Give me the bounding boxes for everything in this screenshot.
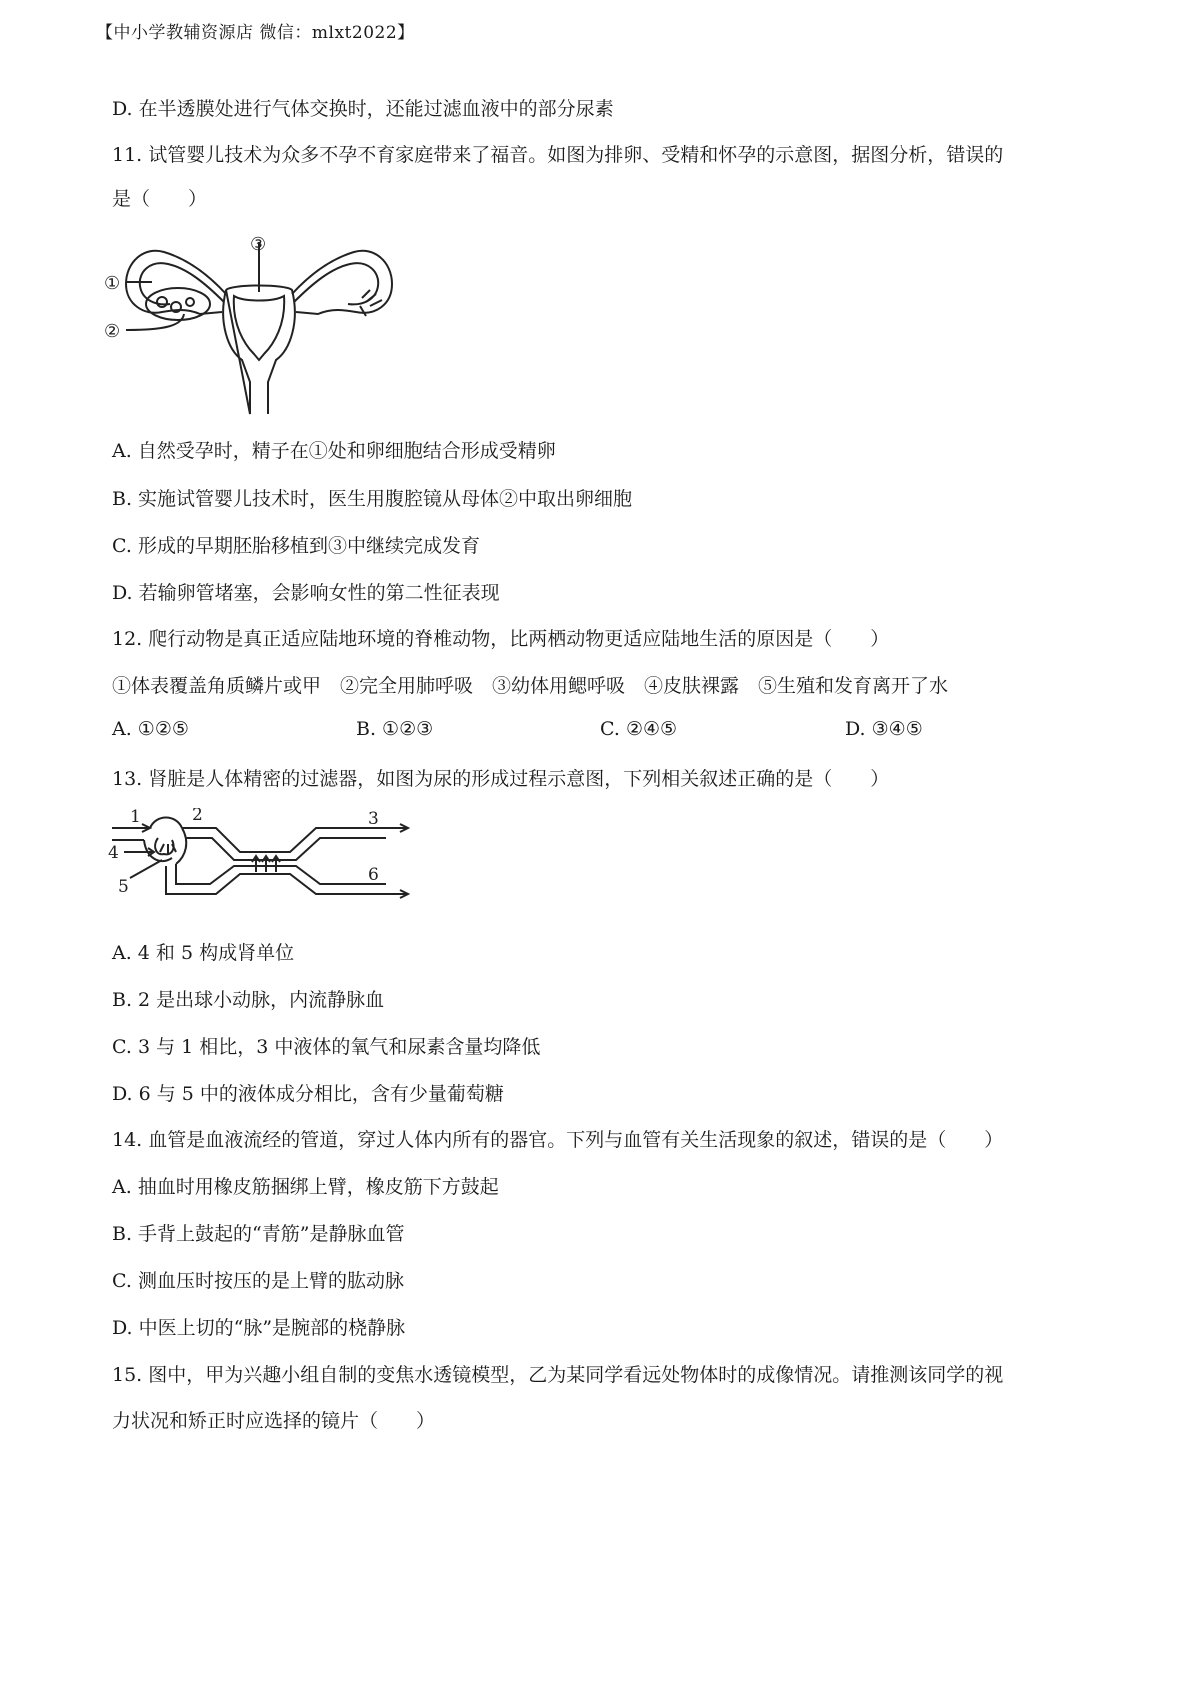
label-1: ① — [104, 273, 121, 294]
q15-stem-line2: 力状况和矫正时应选择的镜片（ ） — [112, 1410, 436, 1432]
q14-option-a: A. 抽血时用橡皮筋捆绑上臂，橡皮筋下方鼓起 — [112, 1176, 499, 1198]
q12-option-a: A. ①②⑤ — [112, 718, 189, 740]
q12-options — [112, 718, 1012, 744]
q12-stem: 12. 爬行动物是真正适应陆地环境的脊椎动物，比两栖动物更适应陆地生活的原因是（ ） — [112, 628, 890, 650]
q13-option-c: C. 3 与 1 相比，3 中液体的氧气和尿素含量均降低 — [112, 1036, 541, 1058]
label-3: 3 — [368, 809, 379, 829]
q11-option-d: D. 若输卵管堵塞，会影响女性的第二性征表现 — [112, 582, 500, 604]
label-2: 2 — [192, 808, 203, 825]
q14-option-b: B. 手背上鼓起的“青筋”是静脉血管 — [112, 1223, 405, 1245]
q15-stem-line1: 15. 图中，甲为兴趣小组自制的变焦水透镜模型，乙为某同学看远处物体时的成像情况。请推测该同学的视 — [112, 1364, 1004, 1386]
q12-option-d: D. ③④⑤ — [845, 718, 923, 740]
watermark-header: 【中小学教辅资源店 微信：mlxt2022】 — [96, 23, 415, 43]
q11-stem-line2: 是（ ） — [112, 188, 208, 210]
label-6: 6 — [368, 865, 379, 885]
q13-stem: 13. 肾脏是人体精密的过滤器，如图为尿的形成过程示意图，下列相关叙述正确的是（ ） — [112, 768, 890, 790]
label-4: 4 — [108, 843, 119, 863]
label-2: ② — [104, 321, 121, 342]
urine-formation-diagram — [106, 808, 426, 912]
q12-option-b: B. ①②③ — [356, 718, 434, 740]
female-reproductive-system-diagram — [104, 232, 414, 422]
q12-items: ①体表覆盖角质鳞片或甲 ②完全用肺呼吸 ③幼体用鳃呼吸 ④皮肤裸露 ⑤生殖和发育离开了水 — [112, 675, 949, 697]
q13-option-a: A. 4 和 5 构成肾单位 — [112, 942, 295, 964]
q14-stem: 14. 血管是血液流经的管道，穿过人体内所有的器官。下列与血管有关生活现象的叙述，错误的是（ ） — [112, 1129, 1004, 1151]
q11-stem-line1: 11. 试管婴儿技术为众多不孕不育家庭带来了福音。如图为排卵、受精和怀孕的示意图，据图分析，错误的 — [112, 144, 1004, 166]
q11-option-b: B. 实施试管婴儿技术时，医生用腹腔镜从母体②中取出卵细胞 — [112, 488, 633, 510]
q11-option-a: A. 自然受孕时，精子在①处和卵细胞结合形成受精卵 — [112, 440, 556, 462]
label-1: 1 — [130, 808, 141, 827]
q12-option-c: C. ②④⑤ — [600, 718, 678, 740]
q11-option-c: C. 形成的早期胚胎移植到③中继续完成发育 — [112, 535, 480, 557]
q13-option-b: B. 2 是出球小动脉，内流静脉血 — [112, 989, 385, 1011]
q13-option-d: D. 6 与 5 中的液体成分相比，含有少量葡萄糖 — [112, 1083, 504, 1105]
q14-option-c: C. 测血压时按压的是上臂的肱动脉 — [112, 1270, 404, 1292]
label-3: ③ — [250, 234, 267, 255]
q10-option-d: D. 在半透膜处进行气体交换时，还能过滤血液中的部分尿素 — [112, 98, 614, 120]
q14-option-d: D. 中医上切的“脉”是腕部的桡静脉 — [112, 1317, 406, 1339]
label-5: 5 — [118, 877, 129, 897]
